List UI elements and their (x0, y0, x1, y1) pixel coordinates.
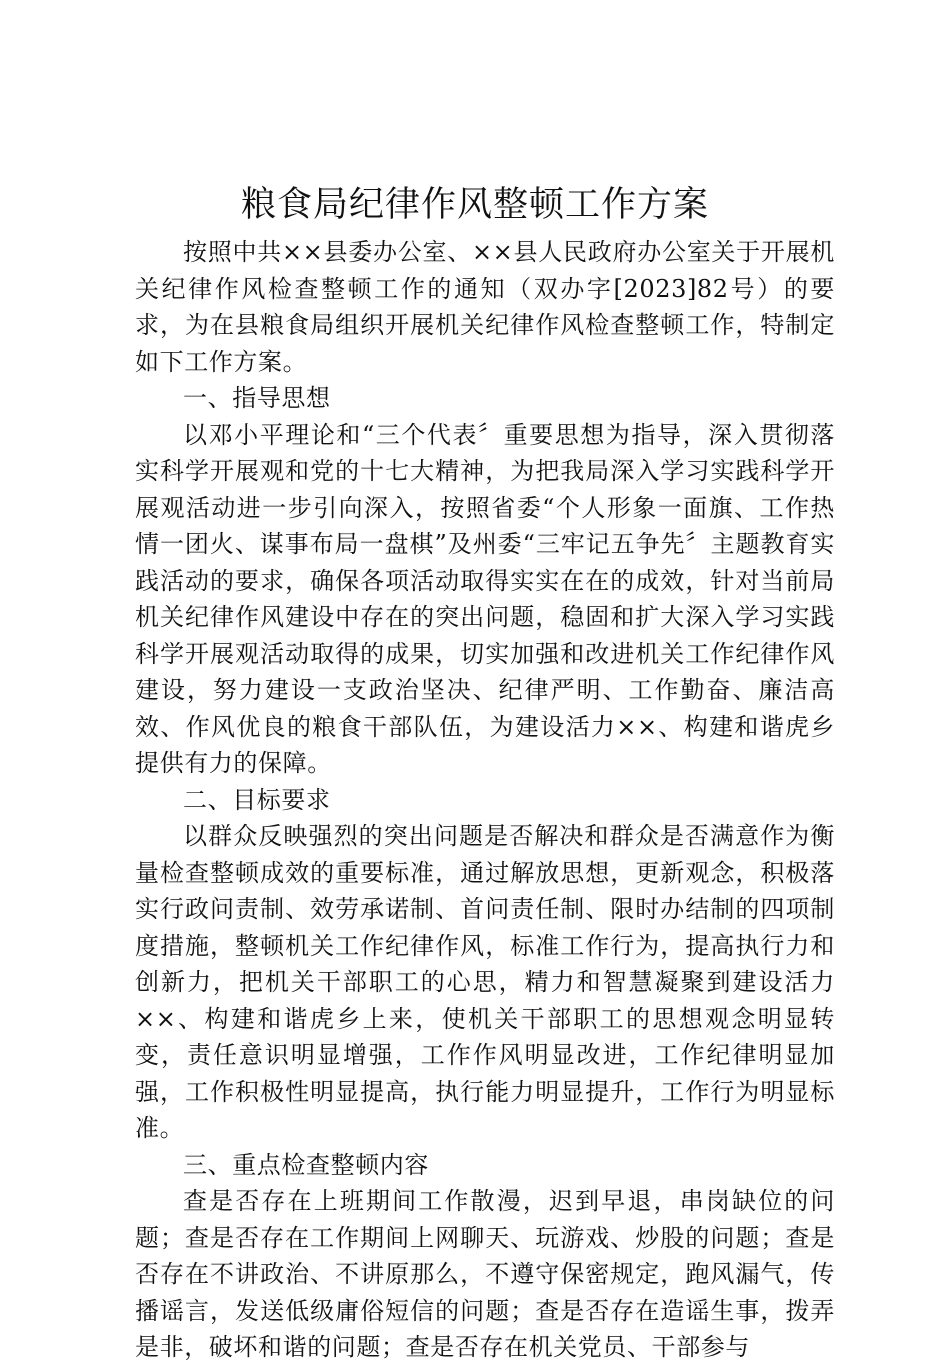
section-heading-inspection-content: 三、重点检查整顿内容 (183, 1150, 429, 1179)
section-body-inspection-content: 查是否存在上班期间工作散漫，迟到早退，串岗缺位的问题；查是否存在工作期间上网聊天、玩游戏、炒股的问题；查是否存在不讲政治、不讲原那么，不遵守保密规定，跑风漏气，传播谣言，发送低级庸俗短信的问题；查是否存在造谣生事，拨弄是非，破坏和谐的问题；查是否存在机关党员、干部参与 (135, 1187, 835, 1361)
section-body-guiding-ideology: 以邓小平理论和“三个代表〞重要思想为指导，深入贯彻落实科学开展观和党的十七大精神，为把我局深入学习实践科学开展观活动进一步引向深入，按照省委“个人形象一面旗、工作热情一团火、谋事布局一盘棋”及州委“三牢记五争先〞主题教育实践活动的要求，确保各项活动取得实实在在的成效，针对当前局机关纪律作风建设中存在的突出问题，稳固和扩大深入学习实践科学开展观活动取得的成果，切实加强和改进机关工作纪律作风建设，努力建设一支政治坚决、纪律严明、工作勤奋、廉洁高效、作风优良的粮食干部队伍，为建设活力××、构建和谐虎乡提供有力的保障。 (135, 420, 835, 777)
document-body (135, 234, 835, 1366)
section-body-goals: 以群众反映强烈的突出问题是否解决和群众是否满意作为衡量检查整顿成效的重要标准，通过解放思想，更新观念，积极落实行政问责制、效劳承诺制、首问责任制、限时办结制的四项制度措施，整顿机关工作纪律作风，标准工作行为，提高执行力和创新力，把机关干部职工的心思，精力和智慧凝聚到建设活力××、构建和谐虎乡上来，使机关干部职工的思想观念明显转变，责任意识明显增强，工作作风明显改进，工作纪律明显加强，工作积极性明显提高，执行能力明显提升，工作行为明显标准。 (135, 822, 835, 1142)
document-title: 粮食局纪律作风整顿工作方案 (240, 185, 709, 225)
intro-paragraph: 按照中共××县委办公室、××县人民政府办公室关于开展机关纪律作风检查整顿工作的通知（双办字[2023]82号）的要求，为在县粮食局组织开展机关纪律作风检查整顿工作，特制定如下工作方案。 (135, 238, 835, 376)
section-heading-guiding-ideology: 一、指导思想 (183, 384, 331, 412)
section-heading-goals: 二、目标要求 (183, 785, 331, 814)
